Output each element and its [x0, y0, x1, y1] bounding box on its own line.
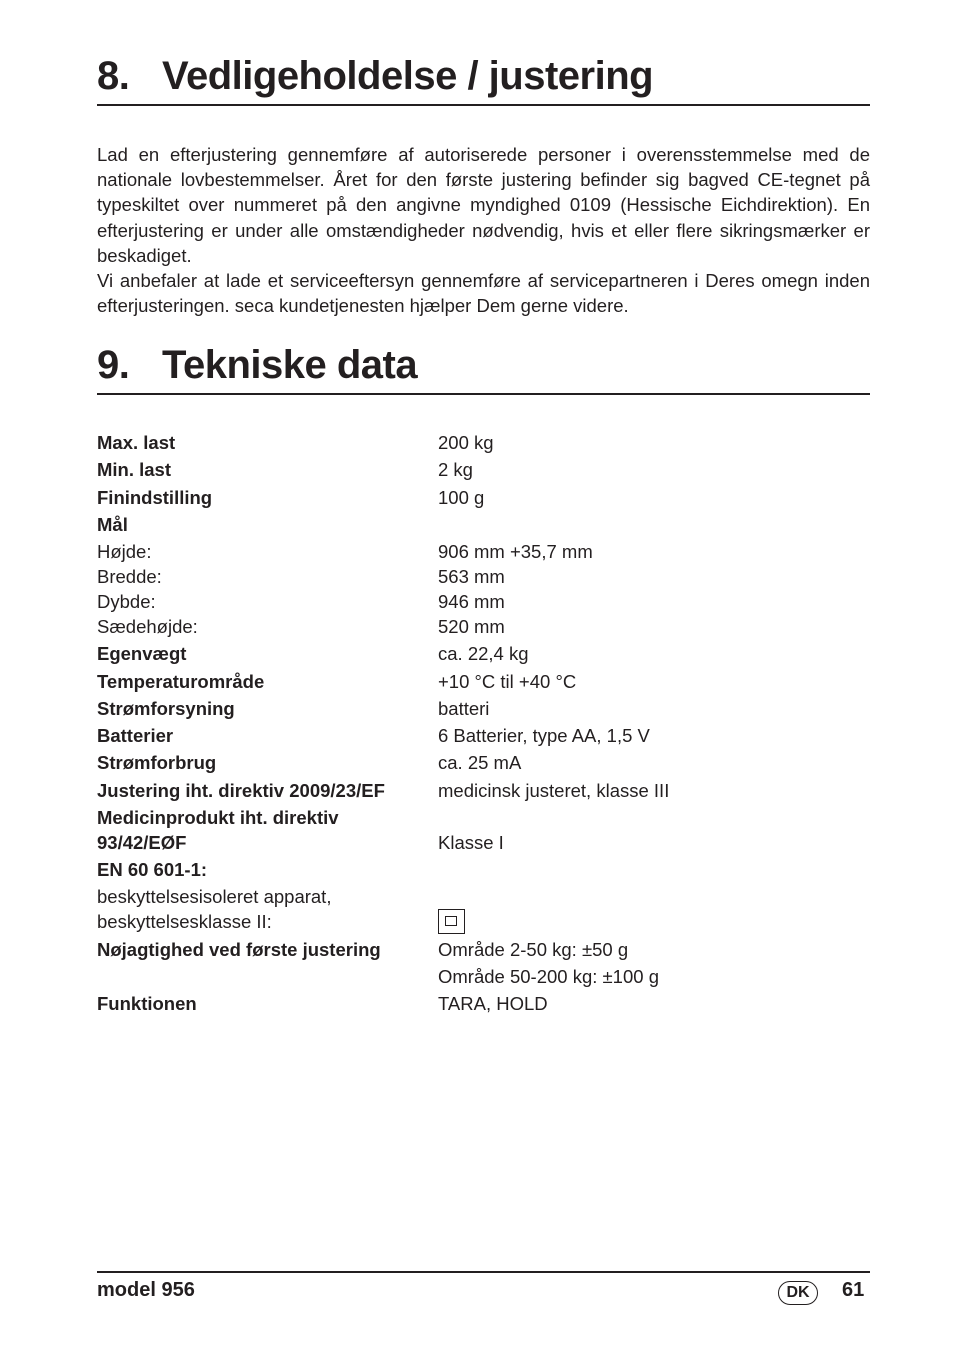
- spec-label: Batterier: [97, 725, 174, 746]
- spec-label: EN 60 601-1:: [97, 859, 208, 880]
- spec-label: Mål: [97, 514, 128, 535]
- section-8-number: 8.: [97, 54, 130, 98]
- spec-value: ca. 22,4 kg: [438, 643, 529, 664]
- page-number: 61: [842, 1279, 865, 1301]
- spec-label: Finindstilling: [97, 487, 213, 508]
- spec-label: Strømforbrug: [97, 752, 217, 773]
- spec-label: Højde:: [97, 541, 152, 562]
- spec-value: 100 g: [438, 487, 485, 508]
- section-9-number: 9.: [97, 343, 130, 387]
- spec-label: Temperaturområde: [97, 671, 265, 692]
- spec-label: Funktionen: [97, 993, 197, 1014]
- section-8-heading: [97, 54, 870, 106]
- spec-label: 93/42/EØF: [97, 832, 187, 853]
- section-8-paragraph-2: Vi anbefaler at lade et serviceeftersyn gennemføre af servicepartneren i Deres omegn inden efterjusteringen. seca kundetjenesten hjælper Dem gerne videre.: [97, 270, 870, 317]
- spec-label: beskyttelsesklasse II:: [97, 911, 272, 932]
- spec-value: +10 °C til +40 °C: [438, 671, 577, 692]
- spec-label: Max. last: [97, 432, 176, 453]
- spec-label: Bredde:: [97, 566, 162, 587]
- double-square-icon: [438, 909, 465, 934]
- language-badge: DK: [778, 1281, 818, 1305]
- footer-divider: [97, 1271, 870, 1273]
- spec-label: Medicinprodukt iht. direktiv: [97, 807, 339, 828]
- spec-label: beskyttelsesisoleret apparat,: [97, 886, 332, 907]
- spec-value: medicinsk justeret, klasse III: [438, 780, 670, 801]
- spec-value: Område 2-50 kg: ±50 g: [438, 939, 629, 960]
- section-9-heading: [97, 343, 870, 395]
- spec-label: Sædehøjde:: [97, 616, 198, 637]
- spec-value: ca. 25 mA: [438, 752, 522, 773]
- section-8-paragraph-1: Lad en efterjustering gennemføre af autoriserede personer i overensstemmelse med de nationale lovbestemmelser. Året for den første justering befinder sig bagved CE-tegnet på typeskiltet over nummeret på den angivne myndighed 0109 (Hessische Eichdirektion). En efterjustering er under alle omstændigheder nødvendig, hvis et eller flere sikringsmærker er beskadiget.: [97, 144, 870, 266]
- spec-label: Nøjagtighed ved første justering: [97, 939, 381, 960]
- spec-label: Dybde:: [97, 591, 156, 612]
- spec-value: 906 mm +35,7 mm: [438, 541, 593, 562]
- spec-label: Min. last: [97, 459, 172, 480]
- spec-value: Område 50-200 kg: ±100 g: [438, 966, 659, 987]
- spec-value: Klasse I: [438, 832, 504, 853]
- spec-value: 200 kg: [438, 432, 494, 453]
- section-9-title: Tekniske data: [162, 343, 418, 387]
- spec-label: Justering iht. direktiv 2009/23/EF: [97, 780, 385, 801]
- footer-model: model 956: [97, 1279, 195, 1301]
- spec-value: TARA, HOLD: [438, 993, 548, 1014]
- section-8-title: Vedligeholdelse / justering: [162, 54, 654, 98]
- spec-value: 563 mm: [438, 566, 505, 587]
- spec-value: 946 mm: [438, 591, 505, 612]
- spec-label: Egenvægt: [97, 643, 187, 664]
- spec-value: batteri: [438, 698, 490, 719]
- spec-value: 2 kg: [438, 459, 473, 480]
- spec-value: 6 Batterier, type AA, 1,5 V: [438, 725, 650, 746]
- spec-value: 520 mm: [438, 616, 505, 637]
- spec-label: Strømforsyning: [97, 698, 235, 719]
